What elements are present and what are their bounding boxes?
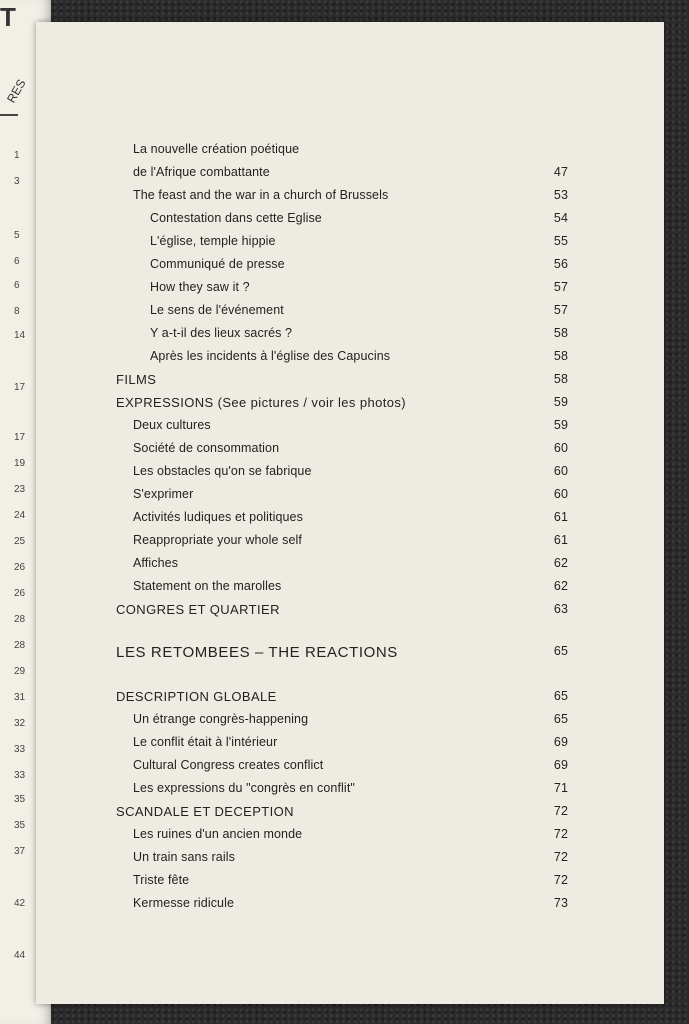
left-page-number: 1 [14, 150, 20, 161]
toc-entry-page: 73 [553, 896, 568, 910]
left-page-number: 26 [14, 562, 26, 573]
toc-entry [36, 781, 664, 801]
toc-entry-title: La nouvelle création poétique [133, 142, 300, 156]
toc-entry [36, 211, 664, 231]
left-page-number: 33 [14, 770, 26, 781]
toc-entry-page: 61 [553, 533, 568, 547]
toc-entry-page: 61 [553, 510, 568, 524]
left-page-number: 3 [14, 176, 20, 187]
toc-entry-title: DESCRIPTION GLOBALE [116, 689, 277, 704]
toc-entry-title: S'exprimer [133, 487, 194, 501]
toc-entry-page: 72 [553, 804, 568, 818]
left-page-number: 8 [14, 306, 20, 317]
toc-entry-page: 72 [553, 827, 568, 841]
toc-entry-title: EXPRESSIONS (See pictures / voir les photos) [116, 395, 406, 410]
left-page-number: 5 [14, 230, 20, 241]
toc-entry [36, 418, 664, 438]
toc-entry-page: 60 [553, 441, 568, 455]
toc-entry-page: 62 [553, 556, 568, 570]
left-page-number: 23 [14, 484, 26, 495]
toc-entry [36, 850, 664, 870]
toc-entry-page: 58 [553, 372, 568, 386]
left-page-number: 37 [14, 846, 26, 857]
toc-entry [36, 827, 664, 847]
left-page-number: 6 [14, 280, 20, 291]
toc-entry [36, 349, 664, 369]
toc-entry-page: 65 [553, 689, 568, 703]
toc-entry [36, 372, 664, 392]
toc-entry-title: Contestation dans cette Eglise [150, 211, 322, 225]
toc-entry [36, 165, 664, 185]
toc-entry-title: Activités ludiques et politiques [133, 510, 303, 524]
left-page-number: 42 [14, 898, 26, 909]
toc-entry-page: 54 [553, 211, 568, 225]
toc-entry [36, 712, 664, 732]
toc-entry [36, 896, 664, 916]
toc-entry-title: Les obstacles qu'on se fabrique [133, 464, 312, 478]
toc-entry-title: Reappropriate your whole self [133, 533, 302, 547]
toc-entry-title: Les expressions du "congrès en conflit" [133, 781, 355, 795]
toc-entry-title: Société de consommation [133, 441, 280, 455]
toc-entry-title: Le conflit était à l'intérieur [133, 735, 278, 749]
toc-page [36, 22, 664, 1004]
toc-entry-page: 59 [553, 418, 568, 432]
toc-entry [36, 556, 664, 576]
toc-entry-title: Y a-t-il des lieux sacrés ? [150, 326, 293, 340]
toc-entry-page: 60 [553, 464, 568, 478]
toc-entry [36, 487, 664, 507]
toc-entry-title: Les ruines d'un ancien monde [133, 827, 303, 841]
toc-entry [36, 395, 664, 415]
left-page-number: 33 [14, 744, 26, 755]
toc-entry [36, 510, 664, 530]
toc-entry [36, 234, 664, 254]
toc-entry [36, 257, 664, 277]
toc-entry-title: LES RETOMBEES – THE REACTIONS [116, 644, 398, 661]
toc-entry [36, 326, 664, 346]
toc-entry-title: Le sens de l'événement [150, 303, 284, 317]
toc-entry-title: Cultural Congress creates conflict [133, 758, 324, 772]
toc-entry [36, 441, 664, 461]
toc-entry-title: CONGRES ET QUARTIER [116, 602, 280, 617]
left-page-number: 26 [14, 588, 26, 599]
toc-entry-page: 69 [553, 758, 568, 772]
toc-entry-title: SCANDALE ET DECEPTION [116, 804, 294, 819]
toc-entry-title: Affiches [133, 556, 179, 570]
toc-entry-page: 65 [553, 712, 568, 726]
left-page-number: 14 [14, 330, 26, 341]
toc-entry-page: 55 [553, 234, 568, 248]
left-page-number: 31 [14, 692, 26, 703]
left-page-number: 35 [14, 820, 26, 831]
toc-entry-title: Triste fête [133, 873, 190, 887]
toc-entry [36, 579, 664, 599]
toc-entry [36, 689, 664, 709]
toc-entry-title: Statement on the marolles [133, 579, 282, 593]
left-page-number: 44 [14, 950, 26, 961]
left-page-number: 32 [14, 718, 26, 729]
toc-entry-title: L'église, temple hippie [150, 234, 276, 248]
toc-entry-title: How they saw it ? [150, 280, 250, 294]
toc-entry-page: 56 [553, 257, 568, 271]
toc-entry [36, 873, 664, 893]
left-page-number: 35 [14, 794, 26, 805]
left-page-number: 28 [14, 614, 26, 625]
left-page-number: 25 [14, 536, 26, 547]
toc-entry [36, 188, 664, 208]
left-page-rule [0, 114, 18, 116]
toc-entry-title: Un étrange congrès-happening [133, 712, 309, 726]
toc-entry-title: Kermesse ridicule [133, 896, 235, 910]
toc-entry-title: Communiqué de presse [150, 257, 285, 271]
toc-entry [36, 602, 664, 622]
left-page-number: 28 [14, 640, 26, 651]
toc-entry-page: 53 [553, 188, 568, 202]
toc-entry [36, 142, 664, 162]
toc-entry-page: 72 [553, 850, 568, 864]
toc-entry [36, 735, 664, 755]
toc-entry [36, 280, 664, 300]
toc-entry [36, 533, 664, 553]
left-page-number: 6 [14, 256, 20, 267]
toc-entry-page: 57 [553, 303, 568, 317]
toc-entry-page: 72 [553, 873, 568, 887]
left-page-fragment-header: RES [4, 76, 29, 106]
toc-entry-page: 69 [553, 735, 568, 749]
toc-entry [36, 758, 664, 778]
toc-entry-title: The feast and the war in a church of Brussels [133, 188, 389, 202]
toc-entry-page: 47 [553, 165, 568, 179]
toc-entry [36, 644, 664, 664]
toc-entry-title: Deux cultures [133, 418, 211, 432]
toc-entry-page: 58 [553, 326, 568, 340]
toc-entry [36, 464, 664, 484]
toc-entry-title: FILMS [116, 372, 157, 387]
left-page-number: 24 [14, 510, 26, 521]
toc-entry-page: 57 [553, 280, 568, 294]
left-page-number: 17 [14, 432, 26, 443]
toc-entry-page: 71 [553, 781, 568, 795]
toc-entry-title: de l'Afrique combattante [133, 165, 270, 179]
toc-entry-page: 62 [553, 579, 568, 593]
toc-entry-page: 65 [553, 644, 568, 658]
toc-entry-page: 58 [553, 349, 568, 363]
left-page-number: 17 [14, 382, 26, 393]
toc-entry-title: Après les incidents à l'église des Capucins [150, 349, 391, 363]
left-page-fragment-top: T [0, 2, 16, 32]
left-page-number: 29 [14, 666, 26, 677]
left-page-number: 19 [14, 458, 26, 469]
toc-entry-page: 59 [553, 395, 568, 409]
toc-entry [36, 804, 664, 824]
toc-entry-page: 63 [553, 602, 568, 616]
toc-entry-page: 60 [553, 487, 568, 501]
toc-entry-title: Un train sans rails [133, 850, 235, 864]
toc-entry [36, 303, 664, 323]
